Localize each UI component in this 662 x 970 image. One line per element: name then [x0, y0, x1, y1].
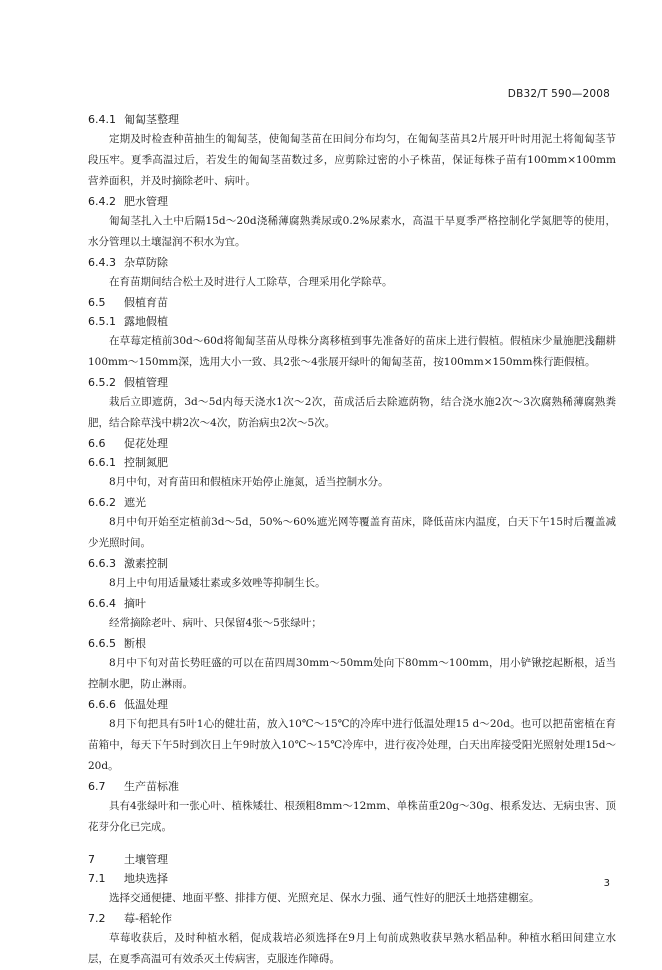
section-heading [88, 312, 616, 331]
section-number: 6.6.4 [88, 597, 116, 610]
document-code: DB32/T 590—2008 [507, 88, 610, 100]
section-heading [88, 869, 616, 888]
section-heading [88, 192, 616, 211]
section-number: 7.2 [88, 912, 106, 925]
section-title: 低温处理 [124, 698, 168, 711]
section-number: 6.4.1 [88, 113, 116, 126]
section-heading [88, 434, 616, 453]
section-number: 6.5.1 [88, 315, 116, 328]
section-number: 6.7 [88, 780, 106, 793]
section-paragraph: 匍匐茎扎入土中后隔15d～20d浇稀薄腐熟粪尿或0.2%尿素水，高温干旱夏季严格控制化学氮肥等的使用，水分管理以土壤湿润不积水为宜。 [88, 215, 616, 248]
section-gap [88, 838, 616, 850]
section-title: 控制氮肥 [124, 456, 168, 469]
section-paragraph: 定期及时检查种苗抽生的匍匐茎，使匍匐茎苗在田间分布均匀，在匍匐茎苗具2片展开叶时用泥土将匍匐茎节段压牢。夏季高温过后，若发生的匍匐茎苗数过多，应剪除过密的小子株苗，保证每株子苗有100mm×100mm营养面积，并及时摘除老叶、病叶。 [88, 133, 616, 187]
section-title: 杂草防除 [124, 256, 168, 269]
section-title: 假植育苗 [124, 296, 168, 309]
section-title: 促花处理 [124, 437, 168, 450]
section-heading [88, 453, 616, 472]
section-paragraph: 栽后立即遮荫，3d～5d内每天浇水1次～2次，苗成活后去除遮荫物，结合浇水施2次～3次腐熟稀薄腐熟粪肥，结合除草浅中耕2次～4次，防治病虫2次～5次。 [88, 396, 616, 429]
section-heading [88, 777, 616, 796]
section-number: 6.4.3 [88, 256, 116, 269]
section-number: 6.4.2 [88, 195, 116, 208]
section-title: 露地假植 [124, 315, 168, 328]
section-paragraph: 具有4张绿叶和一张心叶、植株矮壮、根颈粗8mm～12mm、单株苗重20g～30g、根系发达、无病虫害、顶花芽分化已完成。 [88, 800, 616, 833]
section-title: 假植管理 [124, 376, 168, 389]
section-title: 生产苗标准 [124, 780, 179, 793]
section-number: 7.1 [88, 872, 106, 885]
section-paragraph: 8月下旬把具有5叶1心的健壮苗，放入10℃～15℃的冷库中进行低温处理15 d～20d。也可以把苗密植在育苗箱中，每天下午5时到次日上午9时放入10℃～15℃冷库中，进行夜冷处理，白天出库接受阳光照射处理15d～20d。 [88, 718, 616, 772]
section-title: 地块选择 [124, 872, 168, 885]
section-number: 6.5.2 [88, 376, 116, 389]
section-number: 6.6.6 [88, 698, 116, 711]
section-paragraph: 在育苗期间结合松土及时进行人工除草，合理采用化学除草。 [109, 276, 393, 288]
section-title: 匍匐茎整理 [124, 113, 179, 126]
section-paragraph: 8月上中旬用适量矮壮素或多效唑等抑制生长。 [109, 577, 326, 589]
section-heading [88, 909, 616, 928]
section-heading [88, 493, 616, 512]
section-title: 土壤管理 [124, 853, 168, 866]
section-title: 断根 [124, 637, 146, 650]
section-number: 6.6 [88, 437, 106, 450]
section-number: 6.6.2 [88, 496, 116, 509]
section-heading [88, 110, 616, 129]
section-number: 6.6.1 [88, 456, 116, 469]
section-number: 6.5 [88, 296, 106, 309]
section-title: 激素控制 [124, 557, 168, 570]
section-heading [88, 634, 616, 653]
section-title: 摘叶 [124, 597, 146, 610]
section-heading [88, 373, 616, 392]
section-paragraph: 草莓收获后，及时种植水稻，促成栽培必须选择在9月上旬前成熟收获早熟水稻品种。种植水稻田间建立水层，在夏季高温可有效杀灭土传病害，克服连作障碍。 [88, 932, 616, 965]
section-heading [88, 850, 616, 869]
section-paragraph: 在草莓定植前30d～60d将匍匐茎苗从母株分离移植到事先准备好的苗床上进行假植。假植床少量施肥浅翻耕100mm～150mm深，选用大小一致、具2张～4张展开绿叶的匍匐茎苗，按100mm×150mm株行距假植。 [88, 335, 616, 368]
section-number: 6.6.3 [88, 557, 116, 570]
section-heading [88, 554, 616, 573]
section-heading [88, 695, 616, 714]
section-paragraph: 8月中下旬对苗长势旺盛的可以在苗四周30mm～50mm处向下80mm～100mm，用小铲锹挖起断根，适当控制水肥，防止淋雨。 [88, 657, 616, 690]
section-paragraph: 8月中旬开始至定植前3d～5d，50%～60%遮光网等覆盖育苗床，降低苗床内温度，白天下午15时后覆盖减少光照时间。 [88, 516, 616, 549]
section-paragraph: 经常摘除老叶、病叶、只保留4张～5张绿叶； [109, 617, 322, 629]
page-number: 3 [603, 878, 610, 889]
section-heading [88, 253, 616, 272]
section-title: 遮光 [124, 496, 146, 509]
section-title: 莓-稻轮作 [124, 912, 172, 925]
document-body [88, 110, 616, 970]
section-heading [88, 594, 616, 613]
section-heading [88, 293, 616, 312]
section-number: 6.6.5 [88, 637, 116, 650]
section-title: 肥水管理 [124, 195, 168, 208]
section-paragraph: 选择交通便捷、地面平整、排排方便、光照充足、保水力强、通气性好的肥沃土地搭建棚室。 [109, 892, 540, 904]
section-number: 7 [88, 853, 95, 866]
section-paragraph: 8月中旬，对育苗田和假植床开始停止施氮，适当控制水分。 [109, 476, 389, 488]
